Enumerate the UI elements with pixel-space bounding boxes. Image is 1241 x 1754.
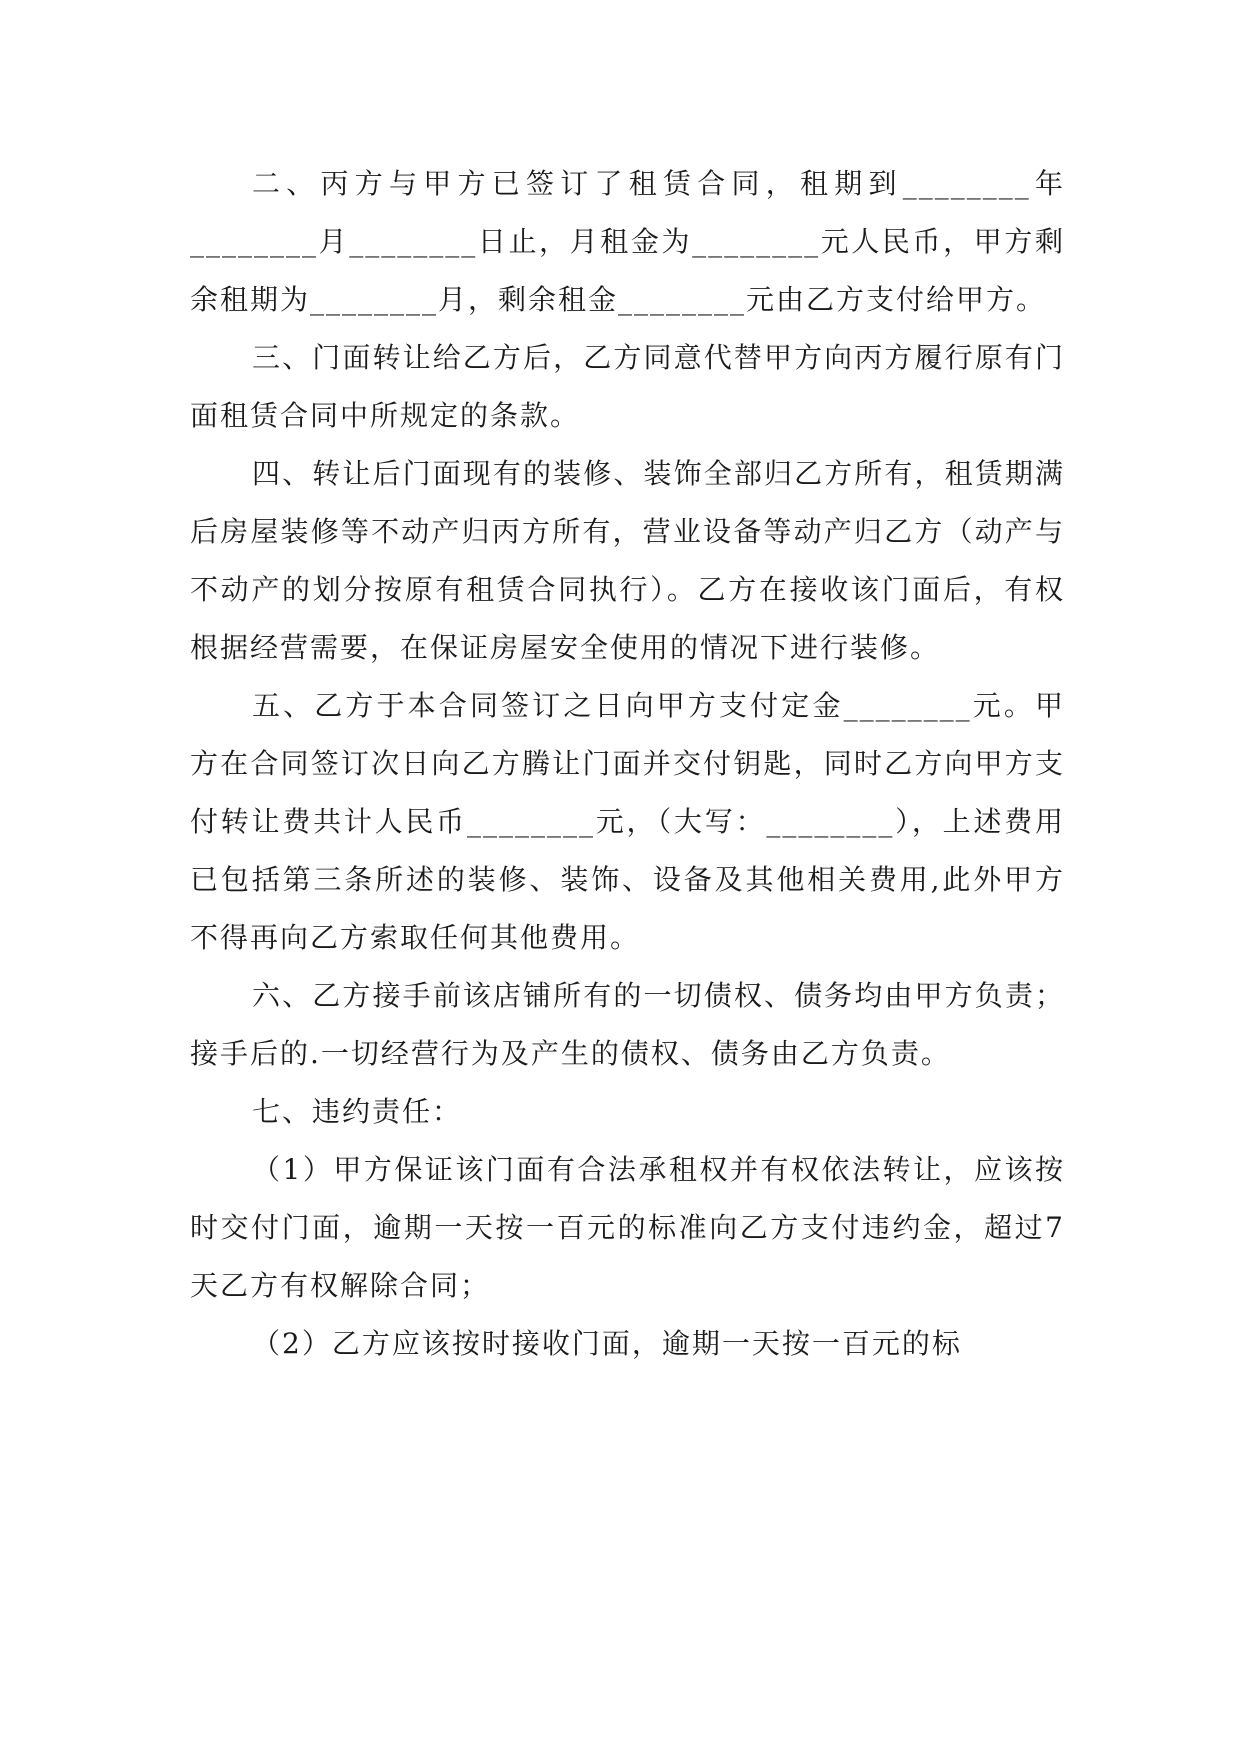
paragraph-breach-clause-1: （1）甲方保证该门面有合法承租权并有权依法转让，应该按时交付门面，逾期一天按一百元的标准向乙方支付违约金，超过7天乙方有权解除合同； [190, 1153, 1065, 1302]
document-body [190, 155, 1065, 1373]
paragraph-breach-heading: 七、违约责任： [252, 1095, 463, 1128]
paragraph-breach-clause-2: （2）乙方应该按时接收门面，逾期一天按一百元的标 [252, 1327, 962, 1360]
paragraph-lease-obligations: 三、门面转让给乙方后，乙方同意代替甲方向丙方履行原有门面租赁合同中所规定的条款。 [190, 341, 1065, 432]
paragraph-debts: 六、乙方接手前该店铺所有的一切债权、债务均由甲方负责；接手后的.一切经营行为及产生的债权、债务由乙方负责。 [190, 979, 1065, 1070]
paragraph-lease-terms: 二、丙方与甲方已签订了租赁合同，租期到________年________月________日止，月租金为________元人民币，甲方剩余租期为________月，剩余租金________元由乙方支付给甲方。 [190, 167, 1065, 316]
paragraph-decoration-ownership: 四、转让后门面现有的装修、装饰全部归乙方所有，租赁期满后房屋装修等不动产归丙方所有，营业设备等动产归乙方（动产与不动产的划分按原有租赁合同执行）。乙方在接收该门面后，有权根据经营需要，在保证房屋安全使用的情况下进行装修。 [190, 457, 1065, 664]
paragraph-payment: 五、乙方于本合同签订之日向甲方支付定金________元。甲方在合同签订次日向乙方腾让门面并交付钥匙，同时乙方向甲方支付转让费共计人民币________元，（大写：________），上述费用已包括第三条所述的装修、装饰、设备及其他相关费用,此外甲方不得再向乙方索取任何其他费用。 [190, 689, 1065, 954]
